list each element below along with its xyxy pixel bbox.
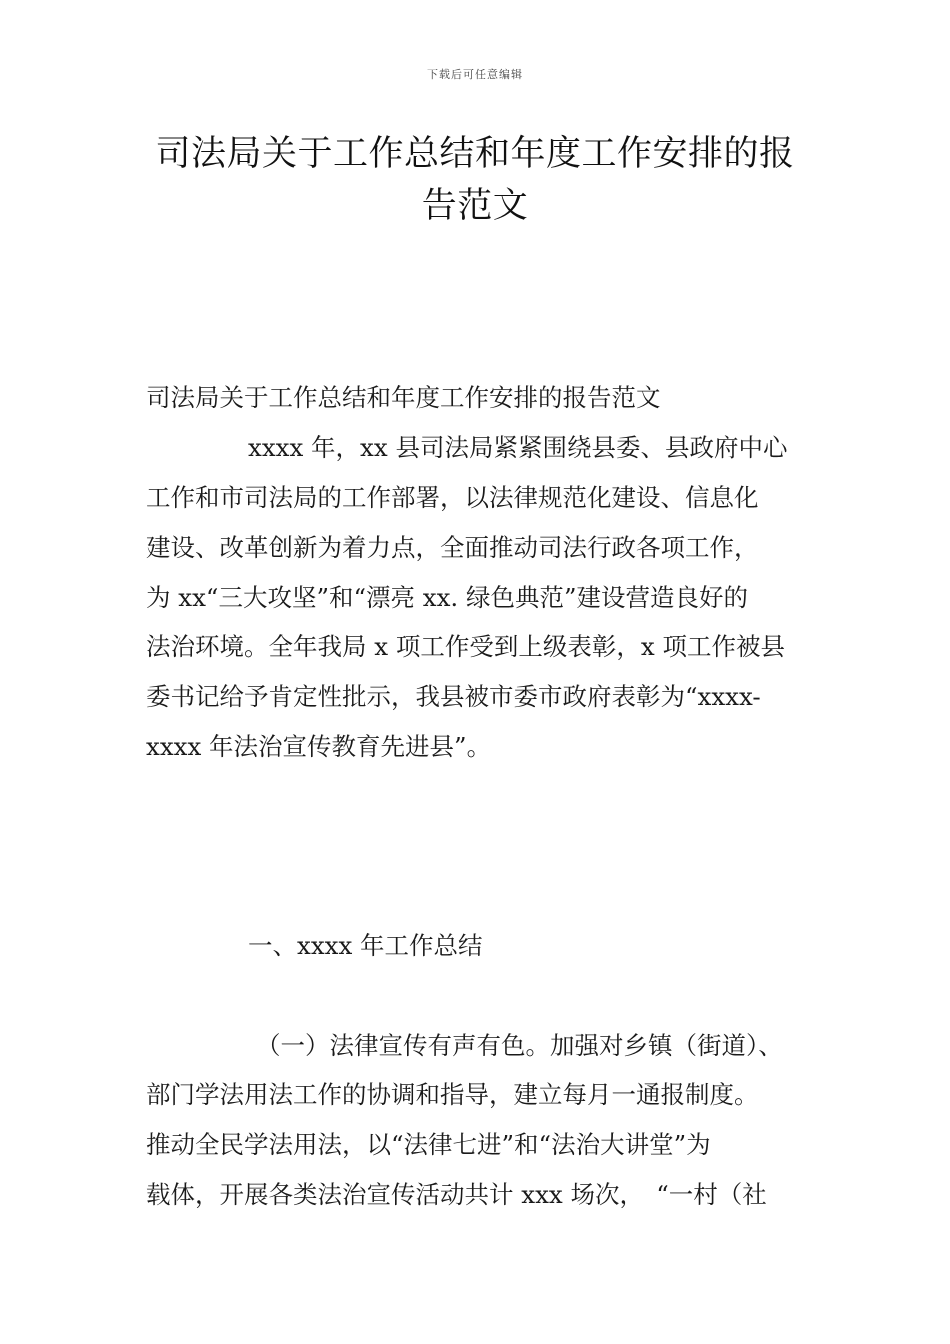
paragraph-line: 工作和市司法局的工作部署，以法律规范化建设、信息化	[146, 483, 759, 512]
document-title-line-1: 司法局关于工作总结和年度工作安排的报	[155, 134, 795, 174]
document-title-line-2: 告范文	[421, 186, 529, 226]
paragraph-line: xxxx 年法治宣传教育先进县”。	[146, 732, 492, 761]
paragraph-line: 为 xx“三大攻坚”和“漂亮 xx. 绿色典范”建设营造良好的	[146, 583, 749, 612]
paragraph-line: 法治环境。全年我局 x 项工作受到上级表彰，x 项工作被县	[146, 632, 785, 661]
paragraph-line: 委书记给予肯定性批示，我县被市委市政府表彰为“xxxx-	[146, 682, 761, 711]
section-heading: 一、xxxx 年工作总结	[248, 931, 483, 960]
intro-heading: 司法局关于工作总结和年度工作安排的报告范文	[146, 383, 661, 412]
paragraph-line: 建设、改革创新为着力点，全面推动司法行政各项工作，	[146, 533, 759, 562]
document-title	[100, 128, 850, 232]
paragraph-line: 推动全民学法用法，以“法律七进”和“法治大讲堂”为	[146, 1130, 711, 1159]
paragraph-line: 部门学法用法工作的协调和指导，建立每月一通报制度。	[146, 1080, 759, 1109]
paragraph-line: （一）法律宣传有声有色。加强对乡镇（街道）、	[256, 1031, 783, 1060]
paragraph-line: 载体，开展各类法治宣传活动共计 xxx 场次， “一村（社	[146, 1180, 767, 1209]
paragraph-line: xxxx 年，xx 县司法局紧紧围绕县委、县政府中心	[248, 433, 788, 462]
page-header-note: 下载后可任意编辑	[427, 68, 523, 81]
